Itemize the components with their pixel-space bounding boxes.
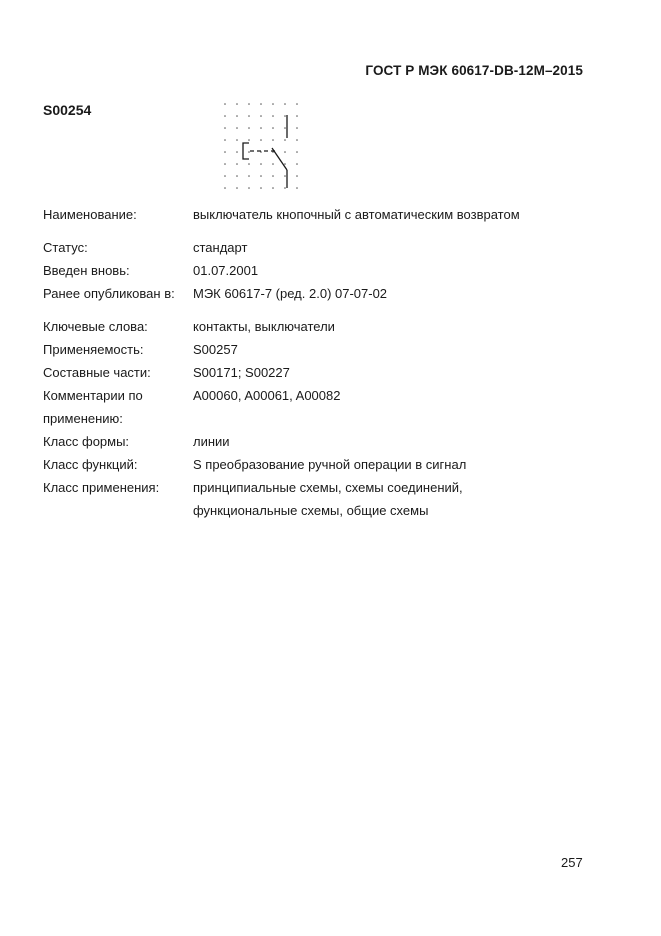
field-label: Класс формы:	[43, 434, 130, 449]
grid-dot	[296, 103, 298, 105]
field-value: линии	[193, 434, 230, 449]
grid-dot	[224, 175, 226, 177]
field-row-name	[43, 203, 603, 226]
grid-dot	[272, 175, 274, 177]
grid-dot	[224, 163, 226, 165]
grid-dot	[284, 175, 286, 177]
field-value: выключатель кнопочный с автоматическим возвратом	[193, 207, 520, 222]
field-row-shape-class	[43, 430, 603, 453]
field-label: Составные части:	[43, 365, 151, 380]
field-row-introduced	[43, 259, 603, 282]
grid-dot	[260, 163, 262, 165]
grid-dot	[296, 127, 298, 129]
grid-dot	[260, 187, 262, 189]
grid-dot	[236, 115, 238, 117]
field-label: Ранее опубликован в:	[43, 286, 175, 301]
grid-dot	[260, 115, 262, 117]
grid-dot	[272, 103, 274, 105]
grid-dot	[284, 103, 286, 105]
field-value: МЭК 60617-7 (ред. 2.0) 07-07-02	[193, 286, 388, 301]
grid-dot	[224, 103, 226, 105]
grid-dot	[296, 151, 298, 153]
grid-dot	[284, 139, 286, 141]
grid-dot	[248, 127, 250, 129]
grid-dot	[272, 139, 274, 141]
field-value: A00060, A00061, A00082	[193, 388, 341, 403]
field-value: принципиальные схемы, схемы соединений, функциональные схемы, общие схемы	[193, 480, 463, 518]
grid-dot	[224, 115, 226, 117]
symbol-attributes	[43, 203, 603, 522]
grid-dot	[272, 127, 274, 129]
field-row-keywords	[43, 315, 603, 338]
field-value: S преобразование ручной операции в сигнал	[193, 457, 467, 472]
grid-dot	[248, 115, 250, 117]
grid-dot	[248, 103, 250, 105]
grid-dot	[236, 139, 238, 141]
field-value: S00257	[193, 342, 238, 357]
grid-dot	[248, 139, 250, 141]
grid-dot	[296, 139, 298, 141]
field-value: контакты, выключатели	[193, 319, 335, 334]
grid-dot	[224, 139, 226, 141]
grid-dot	[284, 187, 286, 189]
field-row-application-class	[43, 476, 603, 522]
field-label: Статус:	[43, 240, 88, 255]
grid-dot	[296, 115, 298, 117]
grid-dot	[236, 127, 238, 129]
field-label: Ключевые слова:	[43, 319, 148, 334]
grid-dot	[296, 163, 298, 165]
grid-dot	[248, 175, 250, 177]
grid-dot	[224, 151, 226, 153]
field-label: Введен вновь:	[43, 263, 130, 278]
grid-dot	[236, 163, 238, 165]
symbol-code: S00254	[43, 102, 92, 118]
grid-dot	[260, 127, 262, 129]
grid-dot	[248, 163, 250, 165]
field-row-function-class	[43, 453, 603, 476]
grid-dot	[284, 127, 286, 129]
field-label: Применяемость:	[43, 342, 144, 357]
grid-dot	[260, 103, 262, 105]
grid-dot	[284, 151, 286, 153]
grid-dot	[272, 187, 274, 189]
field-value: стандарт	[193, 240, 248, 255]
grid-dot	[248, 151, 250, 153]
field-label: Класс применения:	[43, 480, 160, 495]
grid-dot	[224, 127, 226, 129]
pushbutton-switch-symbol-icon	[220, 98, 302, 198]
grid-dot	[272, 163, 274, 165]
field-row-applicability	[43, 338, 603, 361]
field-label: Комментарии по применению:	[43, 388, 143, 426]
field-value: S00171; S00227	[193, 365, 290, 380]
grid-dot	[248, 187, 250, 189]
document-standard-header: ГОСТ Р МЭК 60617-DB-12M–2015	[365, 63, 583, 78]
field-row-components	[43, 361, 603, 384]
grid-dot	[224, 187, 226, 189]
field-label: Класс функций:	[43, 457, 138, 472]
grid-dot	[236, 175, 238, 177]
grid-dot	[272, 115, 274, 117]
grid-dot	[284, 163, 286, 165]
grid-dot	[284, 115, 286, 117]
grid-dot	[296, 187, 298, 189]
field-row-application-notes	[43, 384, 603, 430]
grid-dot	[260, 139, 262, 141]
grid-dot	[260, 175, 262, 177]
pushbutton-actuator-line	[243, 143, 249, 159]
grid-dot	[296, 175, 298, 177]
page-number: 257	[561, 855, 583, 870]
field-value: 01.07.2001	[193, 263, 259, 278]
grid-dot	[236, 103, 238, 105]
field-row-status	[43, 236, 603, 259]
field-row-previously-published	[43, 282, 603, 305]
grid-dot	[236, 187, 238, 189]
grid-dot	[236, 151, 238, 153]
field-label: Наименование:	[43, 207, 137, 222]
